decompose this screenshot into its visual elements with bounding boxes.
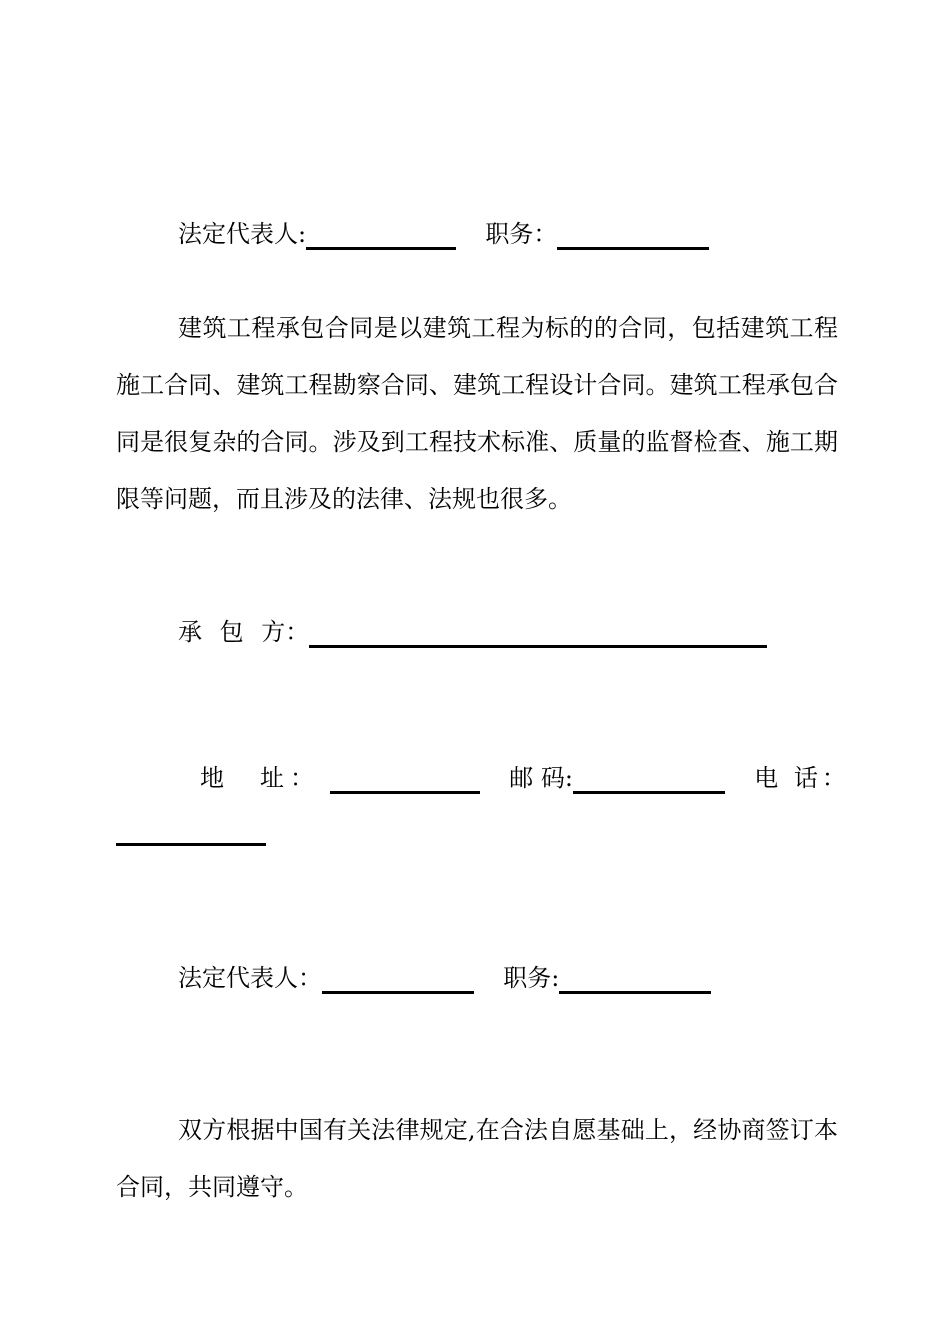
postal-code-label: 邮 码:: [509, 764, 573, 792]
legal-rep-row-2: [178, 962, 711, 994]
address-blank[interactable]: [330, 765, 480, 794]
legal-rep-blank[interactable]: [306, 221, 456, 250]
position-label: 职务：: [485, 220, 558, 248]
phone-blank-row: [116, 814, 266, 846]
contractor-label: 承 包 方：: [178, 618, 310, 646]
position-blank[interactable]: [557, 221, 709, 250]
closing-paragraph: 双方根据中国有关法律规定,在合法自愿基础上，经协商签订本合同，共同遵守。: [116, 1116, 838, 1201]
position-blank-2[interactable]: [559, 965, 711, 994]
phone-label: 电 话：: [754, 764, 850, 792]
address-label: 地 址：: [200, 764, 320, 792]
contact-row: [200, 762, 850, 794]
contractor-row: [178, 616, 767, 648]
intro-paragraph: 建筑工程承包合同是以建筑工程为标的的合同，包括建筑工程施工合同、建筑工程勘察合同、建筑工程设计合同。建筑工程承包合同是很复杂的合同。涉及到工程技术标准、质量的监督检查、施工期限等问题，而且涉及的法律、法规也很多。: [116, 314, 838, 513]
position-label-2: 职务:: [503, 964, 560, 992]
legal-rep-row-1: [178, 218, 709, 250]
legal-rep-label: 法定代表人:: [178, 220, 307, 248]
phone-blank[interactable]: [116, 817, 266, 846]
legal-rep-blank-2[interactable]: [322, 965, 474, 994]
contractor-blank[interactable]: [309, 619, 767, 648]
postal-code-blank[interactable]: [573, 765, 725, 794]
legal-rep-label-2: 法定代表人：: [178, 964, 322, 992]
